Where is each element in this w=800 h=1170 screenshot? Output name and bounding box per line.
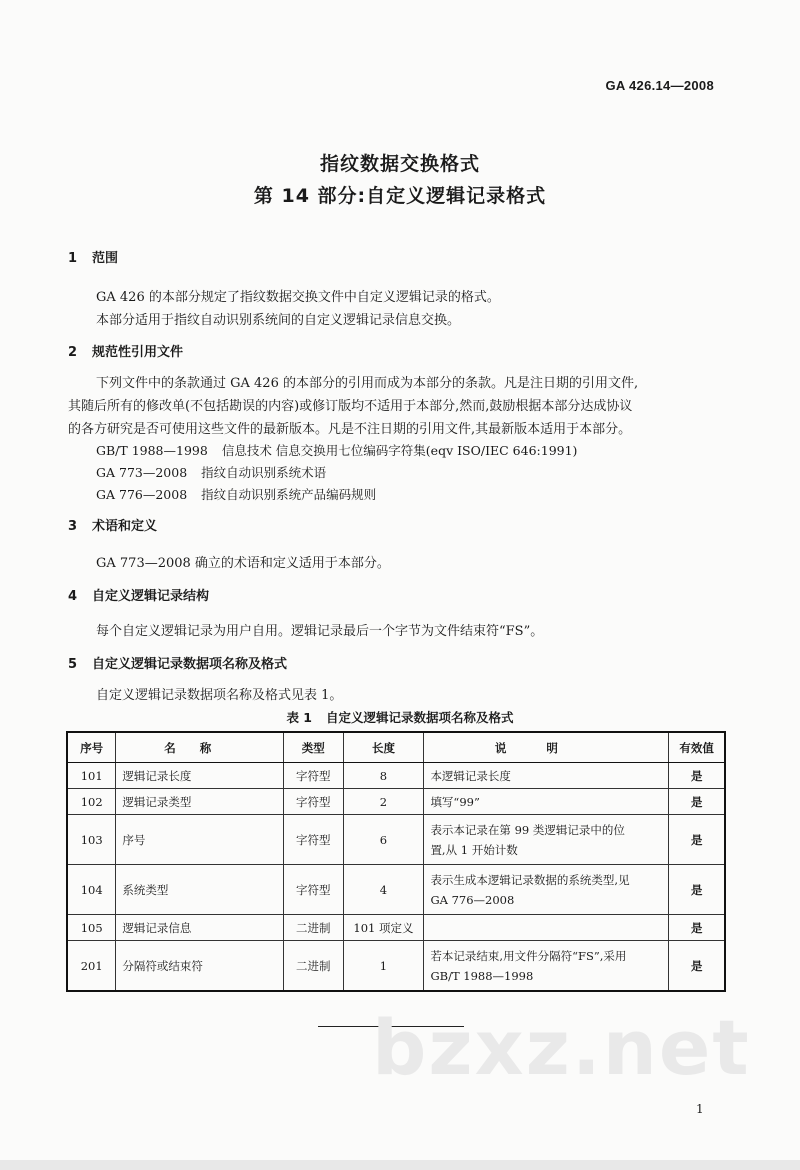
cell-type: 字符型 [284, 865, 343, 915]
table-row [67, 865, 725, 915]
paragraph-line: 的各方研究是否可使用这些文件的最新版本。凡是不注日期的引用文件,其最新版本适用于本部分。 [68, 422, 632, 437]
reference-item [96, 462, 326, 484]
section-1-title: 范围 [92, 251, 119, 266]
cell-length: 2 [343, 789, 424, 815]
description-line: GA 776—2008 [430, 892, 515, 907]
table-row [67, 815, 725, 865]
reference-code: GA 776—2008 [96, 487, 188, 502]
header-length: 长度 [343, 732, 424, 763]
section-1-body [68, 286, 716, 332]
reference-title: 信息技术 信息交换用七位编码字符集(eqv ISO/IEC 646:1991) [221, 443, 578, 458]
cell-length: 6 [343, 815, 424, 865]
cell-no: 101 [67, 763, 116, 789]
section-3-title: 术语和定义 [92, 519, 158, 534]
cell-no: 104 [67, 865, 116, 915]
reference-code: GB/T 1988—1998 [96, 443, 208, 458]
table-row [67, 789, 725, 815]
cell-name: 逻辑记录长度 [116, 763, 284, 789]
reference-item [96, 484, 376, 506]
paragraph-line: 自定义逻辑记录数据项名称及格式见表 1。 [96, 688, 343, 703]
section-3-number: 3 [68, 519, 78, 534]
cell-description [424, 941, 669, 992]
cell-no: 105 [67, 915, 116, 941]
cell-name: 逻辑记录信息 [116, 915, 284, 941]
section-4-title: 自定义逻辑记录结构 [92, 589, 210, 604]
table-row [67, 941, 725, 992]
paragraph-line: 每个自定义逻辑记录为用户自用。逻辑记录最后一个字节为文件结束符“FS”。 [96, 624, 544, 639]
section-1-heading [68, 250, 118, 268]
section-5-number: 5 [68, 657, 78, 672]
title-line-1: 指纹数据交换格式 [319, 153, 480, 175]
description-line: 表示本记录在第 99 类逻辑记录中的位 [430, 822, 625, 837]
cell-valid: 是 [669, 815, 725, 865]
table-row [67, 915, 725, 941]
paragraph-line: GA 426 的本部分规定了指纹数据交换文件中自定义逻辑记录的格式。 [96, 290, 500, 305]
section-5-body [68, 684, 716, 707]
cell-name: 分隔符或结束符 [116, 941, 284, 992]
reference-code: GA 773—2008 [96, 465, 188, 480]
table-caption-title: 自定义逻辑记录数据项名称及格式 [326, 710, 514, 725]
section-4-number: 4 [68, 589, 78, 604]
description-line: GB/T 1988—1998 [430, 968, 534, 983]
document-title [0, 148, 800, 212]
page-number: 1 [696, 1102, 704, 1116]
cell-description [424, 865, 669, 915]
section-3-body [68, 552, 716, 575]
data-item-table [66, 731, 726, 992]
title-line-2: 第 14 部分:自定义逻辑记录格式 [253, 185, 547, 207]
cell-name: 序号 [116, 815, 284, 865]
cell-valid: 是 [669, 865, 725, 915]
cell-length: 1 [343, 941, 424, 992]
table-header-row [67, 732, 725, 763]
header-no: 序号 [67, 732, 116, 763]
section-5-title: 自定义逻辑记录数据项名称及格式 [92, 657, 288, 672]
cell-type: 字符型 [284, 763, 343, 789]
cell-type: 字符型 [284, 815, 343, 865]
cell-no: 102 [67, 789, 116, 815]
paragraph-line: 下列文件中的条款通过 GA 426 的本部分的引用而成为本部分的条款。凡是注日期的引用文件, [96, 376, 639, 391]
cell-valid: 是 [669, 789, 725, 815]
cell-no: 201 [67, 941, 116, 992]
cell-name: 逻辑记录类型 [116, 789, 284, 815]
description-line: 置,从 1 开始计数 [430, 842, 518, 857]
section-2-title: 规范性引用文件 [92, 345, 184, 360]
cell-type: 字符型 [284, 789, 343, 815]
header-valid: 有效值 [669, 732, 725, 763]
description-line: 填写“99” [430, 794, 480, 809]
watermark: bzxz.net [372, 1003, 751, 1092]
section-2-number: 2 [68, 345, 78, 360]
section-4-heading [68, 588, 209, 606]
page-bottom-edge [0, 1160, 800, 1170]
description-line: 若本记录结束,用文件分隔符“FS”,采用 [430, 948, 627, 963]
cell-valid: 是 [669, 915, 725, 941]
table-row [67, 763, 725, 789]
cell-length: 101 项定义 [343, 915, 424, 941]
paragraph-line: GA 773—2008 确立的术语和定义适用于本部分。 [96, 556, 390, 571]
cell-name: 系统类型 [116, 865, 284, 915]
cell-length: 8 [343, 763, 424, 789]
table-caption-label: 表 1 [286, 710, 313, 725]
document-code: GA 426.14—2008 [605, 78, 714, 93]
description-line: 本逻辑记录长度 [430, 768, 511, 783]
cell-valid: 是 [669, 941, 725, 992]
cell-type: 二进制 [284, 915, 343, 941]
cell-description [424, 789, 669, 815]
table-caption [0, 708, 800, 726]
section-5-heading [68, 656, 287, 674]
cell-description [424, 763, 669, 789]
cell-type: 二进制 [284, 941, 343, 992]
reference-item [96, 440, 577, 462]
paragraph-line: 本部分适用于指纹自动识别系统间的自定义逻辑记录信息交换。 [96, 313, 461, 328]
section-2-body [68, 372, 716, 441]
paragraph-line: 其随后所有的修改单(不包括勘误的内容)或修订版均不适用于本部分,然而,鼓励根据本部分达成协议 [68, 399, 633, 414]
header-name: 名称 [116, 732, 284, 763]
header-type: 类型 [284, 732, 343, 763]
cell-description [424, 815, 669, 865]
description-line: 表示生成本逻辑记录数据的系统类型,见 [430, 872, 630, 887]
cell-no: 103 [67, 815, 116, 865]
section-2-heading [68, 344, 183, 362]
reference-title: 指纹自动识别系统术语 [201, 465, 327, 480]
section-4-body [68, 620, 716, 643]
cell-valid: 是 [669, 763, 725, 789]
section-3-heading [68, 518, 157, 536]
cell-length: 4 [343, 865, 424, 915]
header-description: 说明 [424, 732, 669, 763]
section-1-number: 1 [68, 251, 78, 266]
reference-title: 指纹自动识别系统产品编码规则 [201, 487, 377, 502]
cell-description [424, 915, 669, 941]
